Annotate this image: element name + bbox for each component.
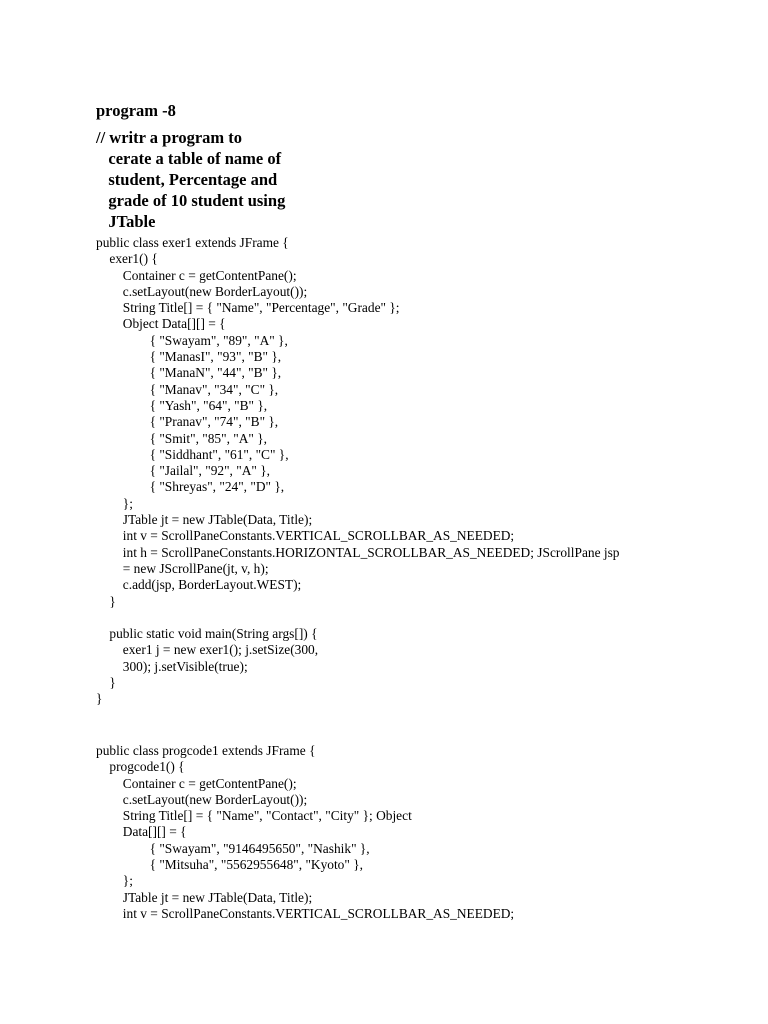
comment-line: student, Percentage and xyxy=(96,170,278,189)
comment-block xyxy=(96,127,285,232)
code-line: Object Data[][] = { xyxy=(96,316,226,332)
code-line: { "Jailal", "92", "A" }, xyxy=(96,463,270,479)
code-line: int v = ScrollPaneConstants.VERTICAL_SCROLLBAR_AS_NEEDED; xyxy=(96,528,515,544)
comment-line: grade of 10 student using xyxy=(96,191,286,210)
code-line: 300); j.setVisible(true); xyxy=(96,658,248,674)
code-line: Container c = getContentPane(); xyxy=(96,267,297,283)
code-line: } xyxy=(96,593,116,609)
code-line: { "Swayam", "89", "A" }, xyxy=(96,332,288,348)
code-line: c.setLayout(new BorderLayout()); xyxy=(96,791,308,807)
code-line: { "Shreyas", "24", "D" }, xyxy=(96,479,285,495)
code-line: exer1 j = new exer1(); j.setSize(300, xyxy=(96,642,319,658)
code-line: { "Manav", "34", "C" }, xyxy=(96,381,279,397)
code-line: Container c = getContentPane(); xyxy=(96,775,297,791)
code-line: progcode1() { xyxy=(96,759,185,775)
code-block-exer1 xyxy=(96,235,620,708)
code-line: int h = ScrollPaneConstants.HORIZONTAL_SCROLLBAR_AS_NEEDED; JScrollPane jsp xyxy=(96,544,620,560)
comment-line: // writr a program to xyxy=(96,128,243,147)
code-line: JTable jt = new JTable(Data, Title); xyxy=(96,889,313,905)
code-line: String Title[] = { "Name", "Percentage", "Grade" }; xyxy=(96,300,400,316)
code-line: }; xyxy=(96,873,133,889)
code-line: exer1() { xyxy=(96,251,158,267)
code-line: { "Smit", "85", "A" }, xyxy=(96,430,268,446)
code-line: c.setLayout(new BorderLayout()); xyxy=(96,283,308,299)
comment-line: JTable xyxy=(96,212,156,231)
code-line: { "Mitsuha", "5562955648", "Kyoto" }, xyxy=(96,857,363,873)
code-line: }; xyxy=(96,495,133,511)
code-line: } xyxy=(96,675,116,691)
code-line: c.add(jsp, BorderLayout.WEST); xyxy=(96,577,302,593)
comment-line: cerate a table of name of xyxy=(96,149,282,168)
code-line: String Title[] = { "Name", "Contact", "City" }; Object xyxy=(96,808,412,824)
code-block-progcode1 xyxy=(96,743,514,922)
code-line: JTable jt = new JTable(Data, Title); xyxy=(96,512,313,528)
code-line: { "Pranav", "74", "B" }, xyxy=(96,414,279,430)
code-line: int v = ScrollPaneConstants.VERTICAL_SCROLLBAR_AS_NEEDED; xyxy=(96,905,515,921)
code-line: { "Siddhant", "61", "C" }, xyxy=(96,446,289,462)
code-line: } xyxy=(96,691,103,707)
code-line: { "ManaN", "44", "B" }, xyxy=(96,365,282,381)
code-line: public class progcode1 extends JFrame { xyxy=(96,743,316,758)
code-line: public class exer1 extends JFrame { xyxy=(96,235,289,250)
program-title: program -8 xyxy=(96,101,176,120)
code-line: { "ManasI", "93", "B" }, xyxy=(96,349,282,365)
code-line: Data[][] = { xyxy=(96,824,187,840)
code-line: public static void main(String args[]) { xyxy=(96,626,318,642)
code-line: { "Yash", "64", "B" }, xyxy=(96,397,268,413)
code-line xyxy=(96,610,620,626)
code-line: = new JScrollPane(jt, v, h); xyxy=(96,560,269,576)
code-line: { "Swayam", "9146495650", "Nashik" }, xyxy=(96,840,370,856)
